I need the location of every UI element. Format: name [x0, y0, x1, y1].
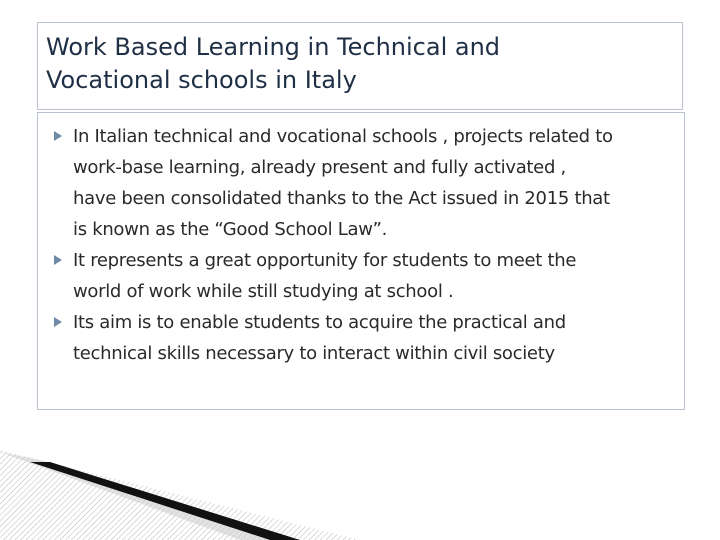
bullet-line: work-base learning, already present and fully activated ,	[73, 157, 566, 178]
bullet-item	[54, 245, 680, 307]
bullet-line: In Italian technical and vocational schools , projects related to	[73, 126, 613, 147]
bullet-list	[54, 121, 680, 369]
bullet-line: technical skills necessary to interact within civil society	[73, 343, 555, 364]
bullet-line: is known as the “Good School Law”.	[73, 219, 388, 240]
decorative-wedge	[0, 430, 720, 540]
slide-title	[46, 31, 500, 97]
bullet-item	[54, 307, 680, 369]
bullet-triangle-icon	[54, 317, 62, 327]
slide-title-line-1: Work Based Learning in Technical and	[46, 33, 501, 61]
bullet-triangle-icon	[54, 255, 62, 265]
bullet-triangle-icon	[54, 131, 62, 141]
bullet-line: Its aim is to enable students to acquire the practical and	[73, 312, 566, 333]
bullet-item	[54, 121, 680, 245]
bullet-line: have been consolidated thanks to the Act issued in 2015 that	[73, 188, 610, 209]
title-box	[37, 22, 683, 110]
slide-title-line-2: Vocational schools in Italy	[46, 66, 357, 94]
content-box	[37, 112, 685, 410]
bullet-line: It represents a great opportunity for students to meet the	[73, 250, 577, 271]
bullet-line: world of work while still studying at school .	[73, 281, 454, 302]
